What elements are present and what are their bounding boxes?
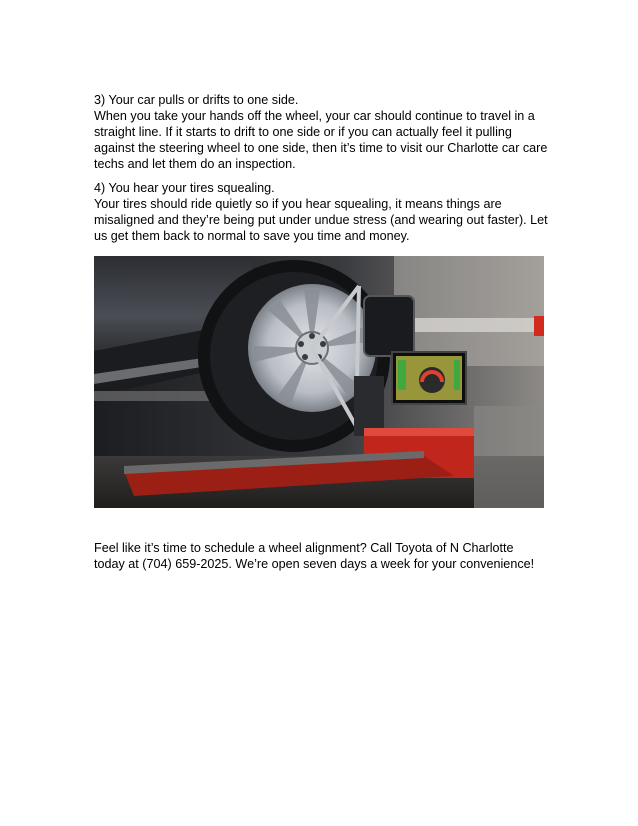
wheel-alignment-photo (94, 256, 544, 508)
paragraph-line: misaligned and they’re being put under undue stress (and wearing out faster). Let (94, 212, 548, 227)
section-tires-squealing (94, 181, 554, 245)
sensor-mount (354, 376, 384, 436)
gauge-bar-left (398, 360, 406, 390)
garage-wall (394, 256, 544, 366)
paragraph-line: today at (704) 659-2025. We’re open seven days a week for your convenience! (94, 556, 535, 571)
closing-call-to-action (94, 541, 554, 573)
alignment-sensor (364, 296, 414, 356)
wall-cabinet (474, 406, 544, 508)
paragraph-line: against the steering wheel to one side, then it’s time to visit our Charlotte car care (94, 140, 548, 155)
light-streak (412, 318, 544, 332)
gauge-bar-right (454, 360, 460, 390)
wheel-alignment-illustration (94, 256, 544, 508)
paragraph-line: straight line. If it starts to drift to one side or if you can actually feel it pulling (94, 124, 512, 139)
paragraph-line: techs and let them do an inspection. (94, 156, 296, 171)
lift-cabinet-top (364, 428, 474, 436)
red-accent (534, 316, 544, 336)
exhaust-pipe (94, 391, 224, 401)
paragraph-line: us get them back to normal to save you time and money. (94, 228, 410, 243)
section-heading: 4) You hear your tires squealing. (94, 181, 275, 195)
section-car-pulls (94, 93, 554, 173)
section-heading: 3) Your car pulls or drifts to one side. (94, 93, 299, 107)
paragraph-line: Feel like it’s time to schedule a wheel alignment? Call Toyota of N Charlotte (94, 541, 514, 555)
paragraph-line: Your tires should ride quietly so if you hear squealing, it means things are (94, 196, 502, 211)
paragraph-line: When you take your hands off the wheel, your car should continue to travel in a (94, 108, 535, 123)
